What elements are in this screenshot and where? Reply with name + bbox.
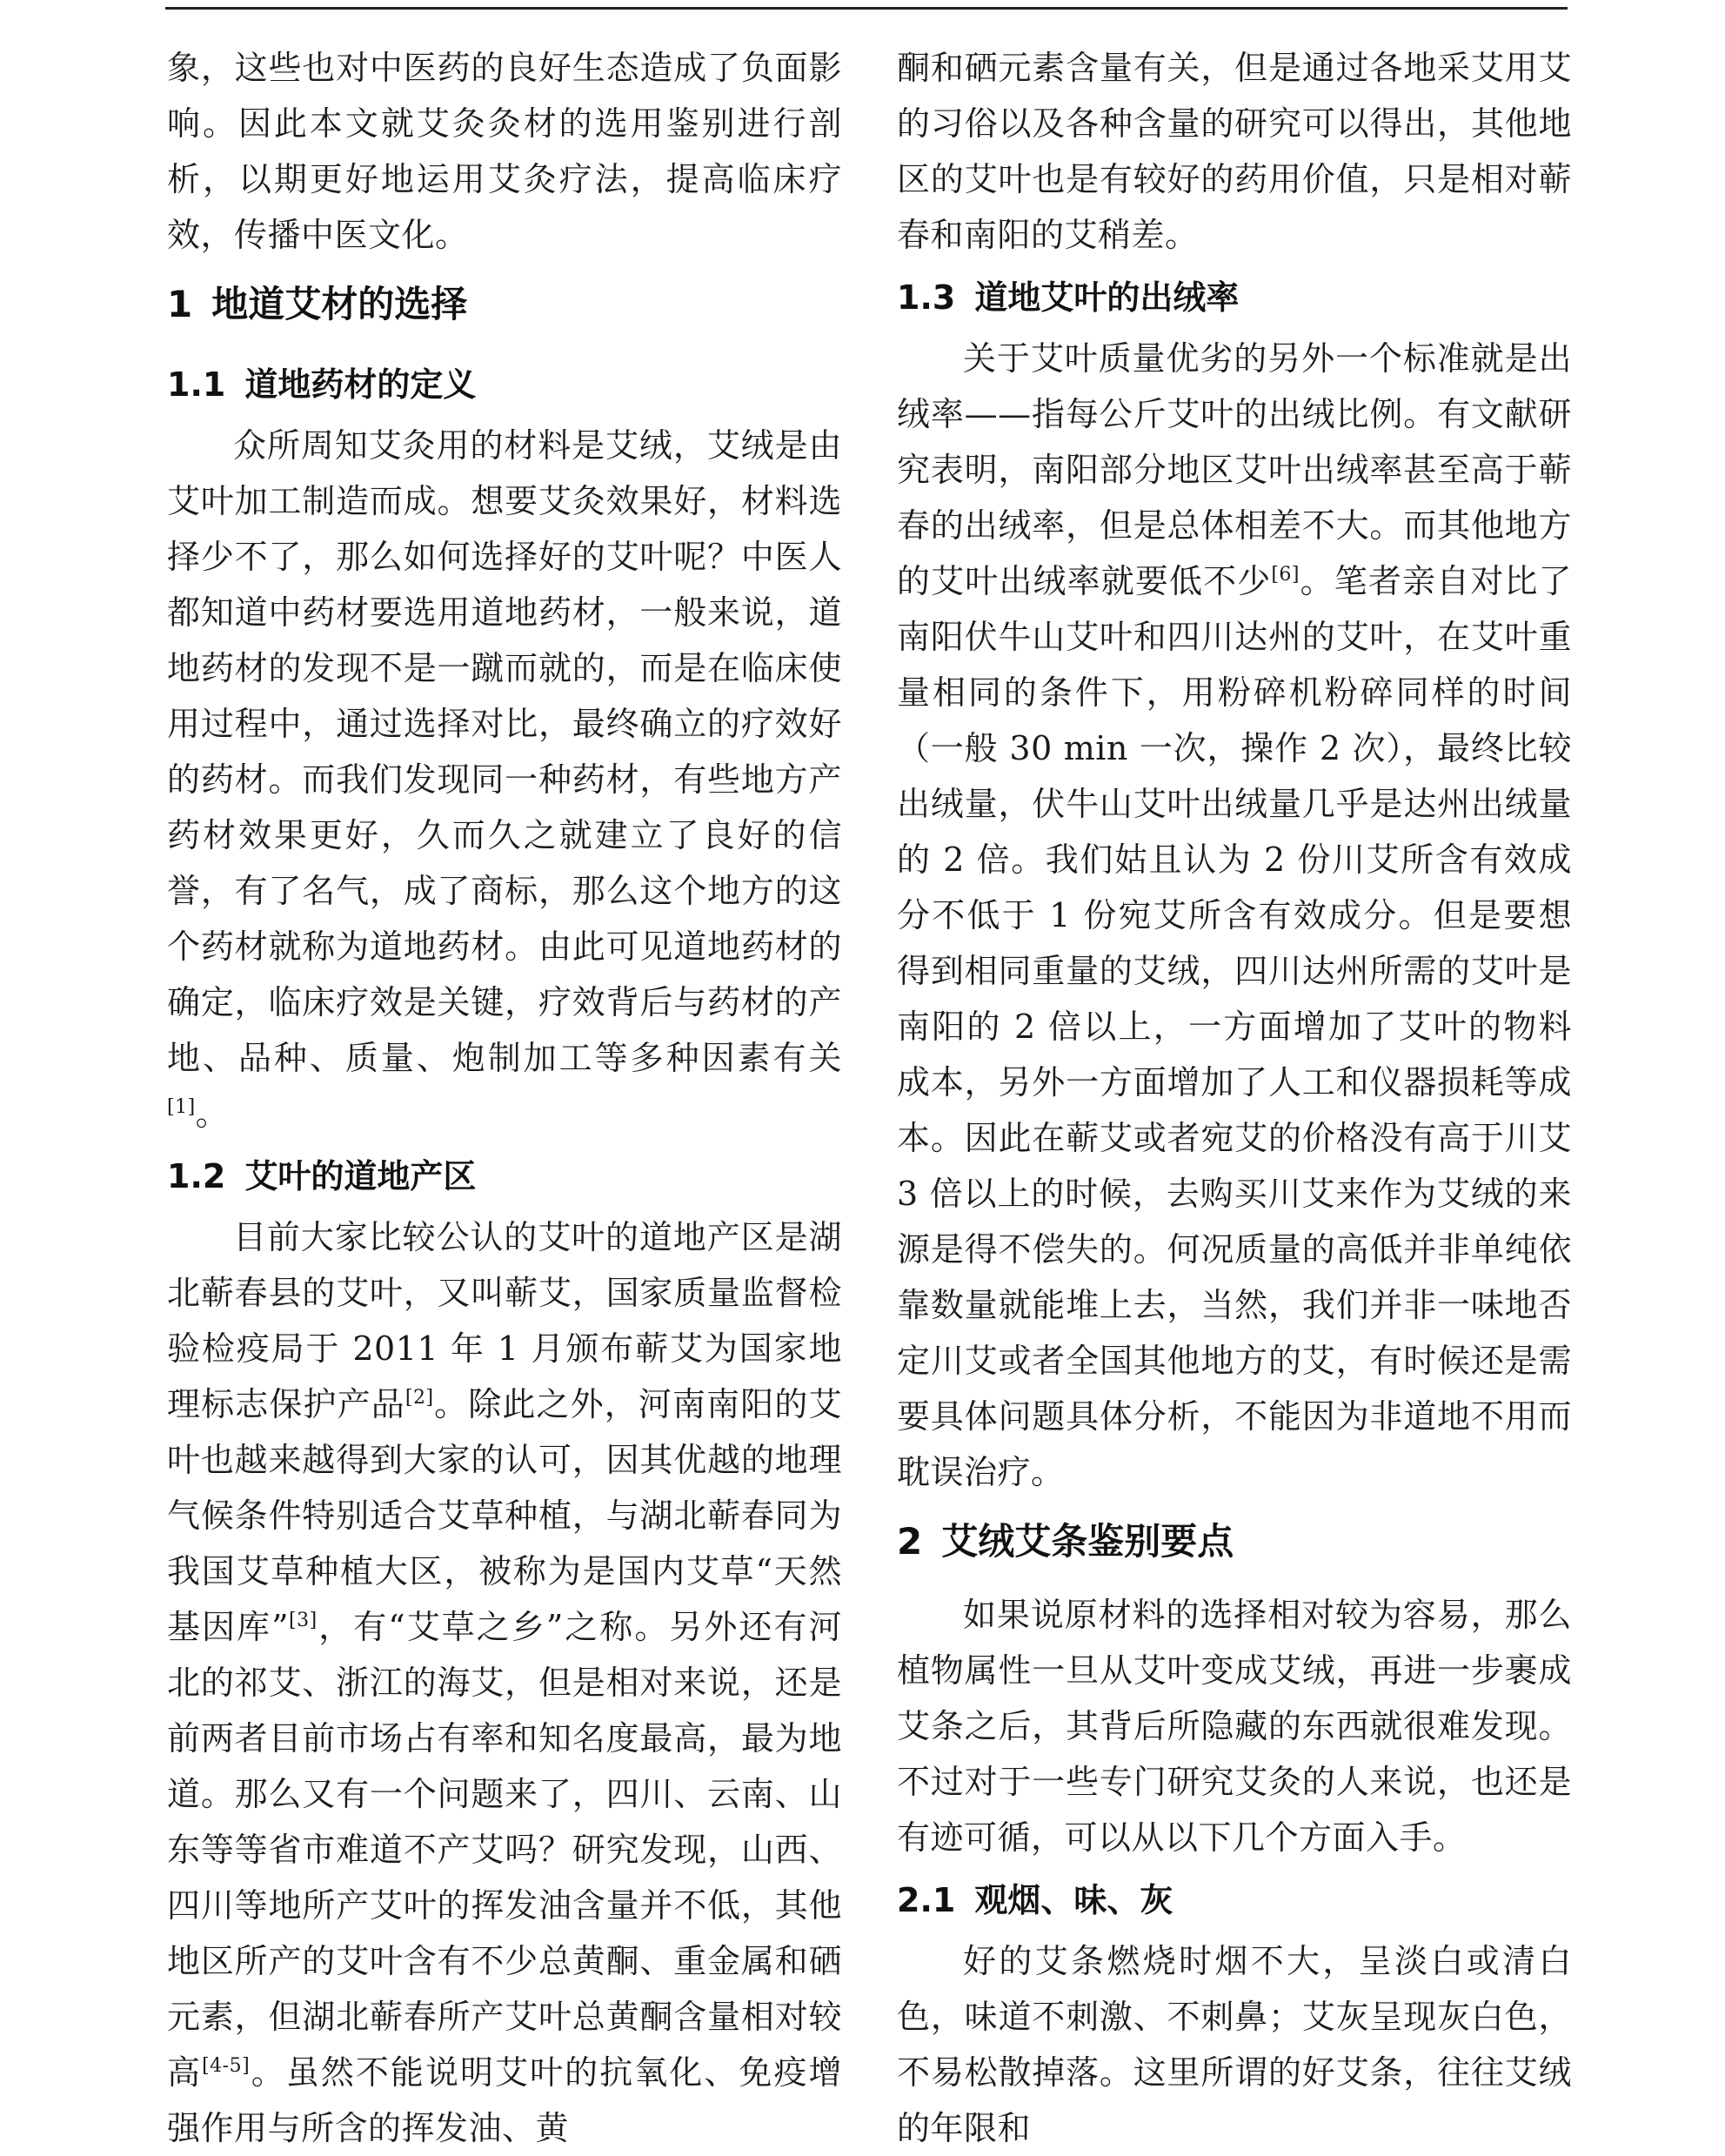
paragraph-text: 。 [195,1095,230,1133]
section-number: 2 [897,1520,923,1563]
paragraph-text: ，有“艾草之乡”之称。另外还有河北的祁艾、浙江的海艾，但是相对来说，还是前两者目前市场占有率和知名度最高，最为地道。那么又有一个问题来了，四川、云南、山东等等省市难道不产艾吗？研究发现，山西、四川等地所产艾叶的挥发油含量并不低，其他地区所产的艾叶含有不少总黄酮、重金属和硒元素，但湖北蕲春所产艾叶总黄酮含量相对较高 [167,1608,842,2092]
section-number: 1.2 [167,1157,226,1195]
section-title: 艾绒艾条鉴别要点 [941,1520,1234,1563]
section-title: 观烟、味、灰 [974,1881,1173,1919]
paragraph-text: 目前大家比较公认的艾叶的道地产区是湖北蕲春县的艾叶，又叫蕲艾，国家质量监督检验检疫局于 2011 年 1 月颁布蕲艾为国家地理标志保护产品 [167,1218,842,1423]
section-title: 艾叶的道地产区 [244,1157,477,1195]
paragraph-text: 众所周知艾灸用的材料是艾绒，艾绒是由艾叶加工制造而成。想要艾灸效果好，材料选择少不了，那么如何选择好的艾叶呢？中医人都知道中药材要选用道地药材，一般来说，道地药材的发现不是一蹴而就的，而是在临床使用过程中，通过选择对比，最终确立的疗效好的药材。而我们发现同一种药材，有些地方产药材效果更好，久而久之就建立了良好的信誉，有了名气，成了商标，那么这个地方的这个药材就称为道地药材。由此可见道地药材的确定，临床疗效是关键，疗效背后与药材的产地、品种、质量、炮制加工等多种因素有关 [167,426,842,1077]
section-number: 1 [167,283,193,325]
section-number: 1.1 [167,365,226,404]
paragraph-definition [167,418,842,1142]
paragraph-text: 。虽然不能说明艾叶的抗氧化、免疫增强作用与所含的挥发油、黄 [167,2053,842,2147]
header-rule [165,7,1568,10]
citation-ref: [4-5] [202,2055,251,2077]
right-column [897,40,1572,2156]
paragraph-regions [167,1209,842,2156]
section-title: 道地艾叶的出绒率 [974,278,1240,317]
section-1-3-heading [897,263,1572,331]
paragraph-identification: 如果说原材料的选择相对较为容易，那么植物属性一旦从艾叶变成艾绒，再进一步裹成艾条之后，其背后所隐藏的东西就很难发现。不过对于一些专门研究艾灸的人来说，也还是有迹可循，可以从以下几个方面入手。 [897,1596,1572,1857]
paragraph-yield-rate [897,331,1572,1500]
citation-ref: [2] [405,1387,434,1409]
section-1-heading [167,263,842,350]
section-title: 道地药材的定义 [244,365,477,404]
citation-ref: [3] [289,1610,318,1631]
section-1-1-heading [167,350,842,418]
paragraph-text: 关于艾叶质量优劣的另外一个标准就是出绒率——指每公斤艾叶的出绒比例。有文献研究表明，南阳部分地区艾叶出绒率甚至高于蕲春的出绒率，但是总体相差不大。而其他地方的艾叶出绒率就要低不少 [897,339,1572,600]
paragraph-intro-continued: 象，这些也对中医药的良好生态造成了负面影响。因此本文就艾灸灸材的选用鉴别进行剖析，以期更好地运用艾灸疗法，提高临床疗效，传播中医文化。 [167,49,842,254]
paragraph-text: 。除此之外，河南南阳的艾叶也越来越得到大家的认可，因其优越的地理气候条件特别适合艾草种植，与湖北蕲春同为我国艾草种植大区，被称为是国内艾草“天然基因库” [167,1385,842,1646]
section-1-2-heading [167,1142,842,1209]
section-2-heading [897,1500,1572,1587]
paragraph-text: 。笔者亲自对比了南阳伏牛山艾叶和四川达州的艾叶，在艾叶重量相同的条件下，用粉碎机粉碎同样的时间（一般 30 min 一次，操作 2 次），最终比较出绒量，伏牛山艾叶出绒量几乎是达州出绒量的 2 倍。我们姑且认为 2 份川艾所含有效成分不低于 1 份宛艾所含有效成分。但是要想得到相同重量的艾绒，四川达州所需的艾叶是南阳的 2 倍以上，一方面增加了艾叶的物料成本，另外一方面增加了人工和仪器损耗等成本。因此在蕲艾或者宛艾的价格没有高于川艾 3 倍以上的时候，去购买川艾来作为艾绒的来源是得不偿失的。何况质量的高低并非单纯依靠数量就能堆上去，当然，我们并非一味地否定川艾或者全国其他地方的艾，有时候还是需要具体问题具体分析，不能因为非道地不用而耽误治疗。 [897,562,1572,1491]
section-2-1-heading [897,1865,1572,1933]
citation-ref: [1] [167,1096,196,1118]
citation-ref: [6] [1271,564,1300,586]
section-number: 1.3 [897,278,956,317]
paragraph-regions-continued: 酮和硒元素含量有关，但是通过各地采艾用艾的习俗以及各种含量的研究可以得出，其他地区的艾叶也是有较好的药用价值，只是相对蕲春和南阳的艾稍差。 [897,49,1572,254]
section-number: 2.1 [897,1881,956,1919]
paragraph-smoke-smell-ash: 好的艾条燃烧时烟不大，呈淡白或清白色，味道不刺激、不刺鼻；艾灰呈现灰白色，不易松散掉落。这里所谓的好艾条，往往艾绒的年限和 [897,1942,1572,2147]
section-title: 地道艾材的选择 [211,283,468,325]
left-column [167,40,842,2156]
